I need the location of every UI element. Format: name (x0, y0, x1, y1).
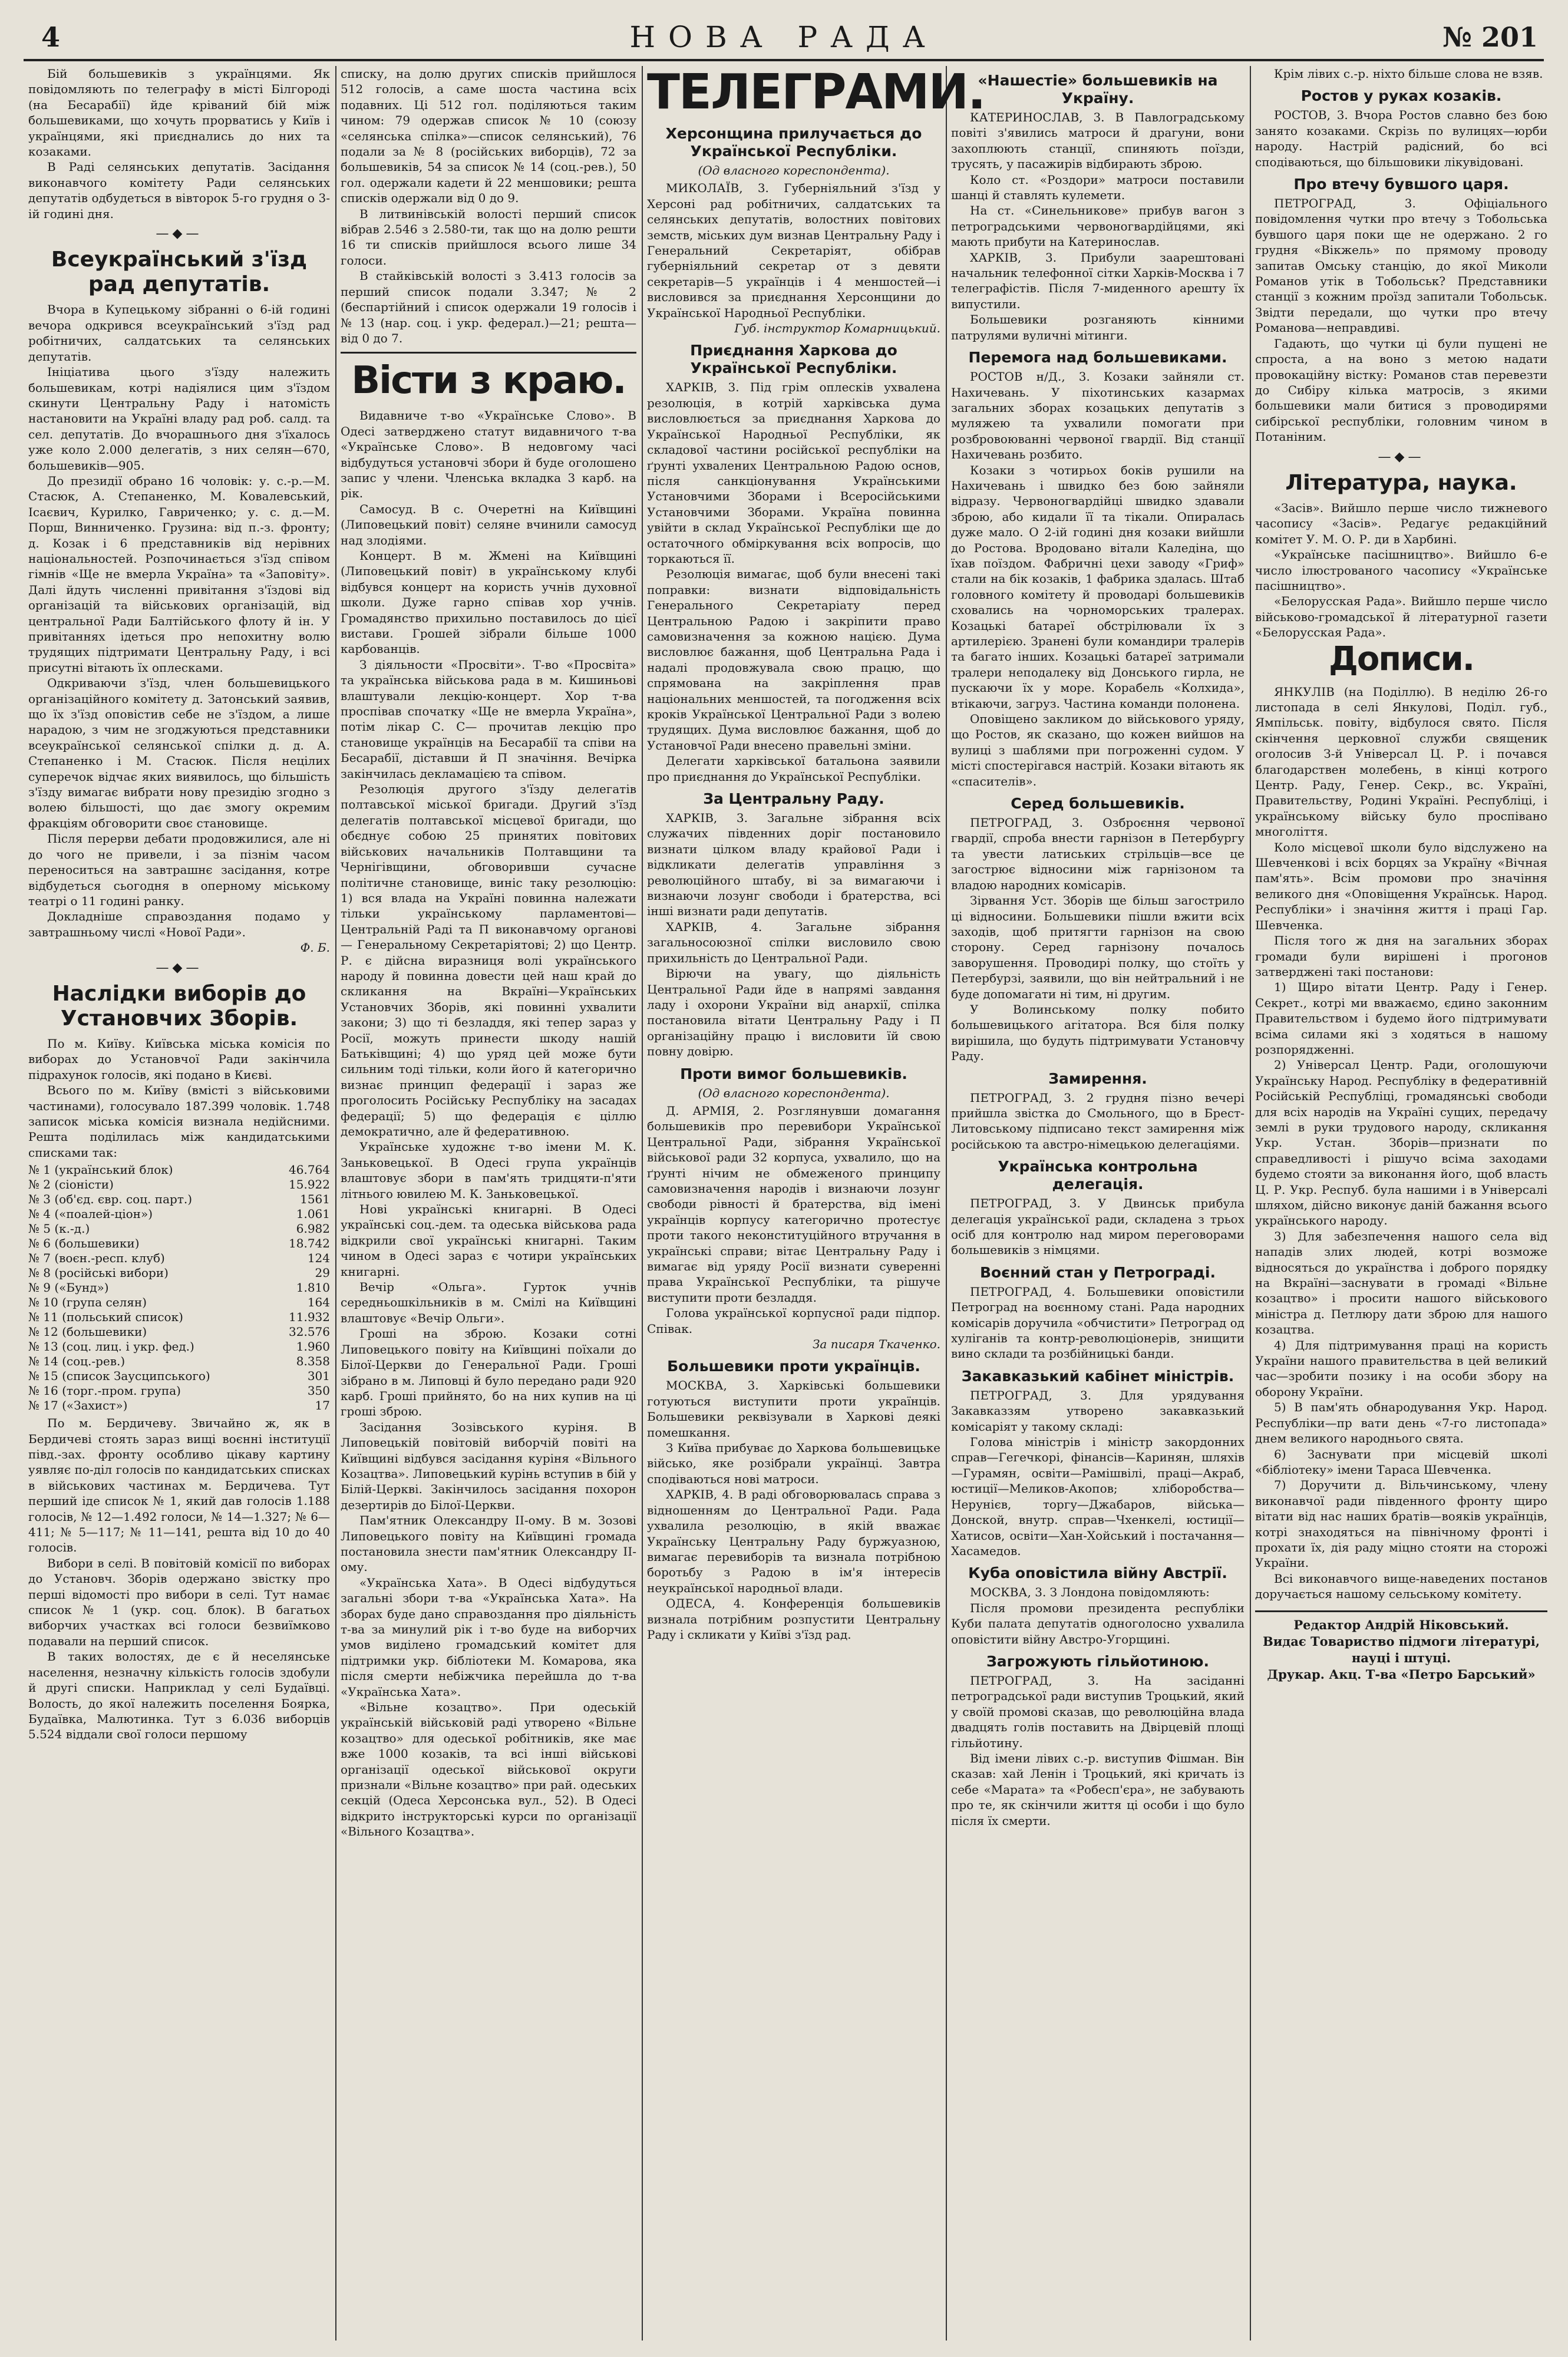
article-paragraph: КАТЕРИНОСЛАВ, 3. В Павлоградському повіті з'явились матроси й драгуни, вони захоплюють станції, спиняють поїзди, трусять, у пасажирів відбирають зброю. (951, 110, 1245, 171)
news-item: «Засів». Вийшло перше число тижневого часопису «Засів». Редагує редакційний комітет У. М. О. Р. ди в Харбині. (1255, 500, 1547, 546)
table-row: № 2 (сіоністи) 15.922 (28, 1177, 330, 1192)
article-title: Наслідки виборів до Установчих Зборів. (52, 981, 306, 1031)
article-paragraph: Всього по м. Київу (вмісті з військовими частинами), голосувало 187.399 чоловік. 1.748 записок міська комісія визнала недійсними. Решта поділилась між кандидатськими списками так: (28, 1083, 330, 1160)
article-paragraph: ОДЕСА, 4. Конференція большевиків визнала потрібним розпустити Центральну Раду і скликати у Київі з'їзд рад. (647, 1596, 940, 1642)
column-rule (335, 66, 336, 2341)
news-item: Пам'ятник Олександру II-ому. В м. Зозові Липовецького повіту на Київщині громада постановила знести пам'ятник Олександру II-ому. (341, 1513, 636, 1574)
news-item: Резолюція другого з'їзду делегатів полтавської міської бригади. Другий з'їзд делегатів полтавської місцевої бригади, що обєднує собою 25 принятих повітових військових начальників Полтавщини та Чернігівщини, обговоривши сучасне політичне становище, виніс таку резолюцію: 1) вся влада на Україні повинна належати тільки українському парламентові—Центральній Раді та П виконавчому органові — Генеральному Секретаріятові; 2) що Центр. Р. є дійсна виразниця волі українського народу й повинна довести цей наш край до скликання на Вкраїні—Українських Установчих Зборів, які повинні ухвалити закони; 3) що ті безладдя, які тепер зараз у Росії, можуть принести шкоду нашій Батьківщині; 4) що уряд цей може бути сильним тоді тільки, коли його й категорично визнає принцип федерації і зараз же проголосить Російську Республіку на засадах федерації; 5) що федерація є ціллю демократично, але й федеративною. (341, 782, 636, 1138)
news-item: Вечір «Ольга». Гурток учнів середньошкільників в м. Смілі на Київщині влаштовує «Вечір Ольги». (341, 1280, 636, 1325)
section-divider (341, 352, 636, 354)
article-signature: За писаря Ткаченко. (812, 1337, 940, 1352)
page-number: 4 (41, 21, 61, 53)
article-paragraph: Ініціатива цього з'їзду належить большевикам, котрі надіялися цим з'їздом скинути Центральну Раду і натомість настановити на Україні владу рад роб. салд. та сел. депутатів. До вчорашнього дня з'їхалось уже коло 2.000 делегатів, з них селян—670, большевиків—905. (28, 365, 330, 473)
article-paragraph: ПЕТРОГРАД, 4. Большевики оповістили Петроград на воєнному стані. Рада народних комісарів доручила «обчистити» Петроград од хуліганів та контр-революціонерів, знищити вино склади та розбійницькі банди. (951, 1284, 1245, 1361)
table-row: № 12 (большевики) 32.576 (28, 1325, 330, 1339)
article-subtitle: (Од власного кореспондента). (698, 163, 890, 177)
article-paragraph: ПЕТРОГРАД, 3. На засіданні петроградської ради виступив Троцький, який у своїй промові сказав, що революційна влада двадцять голів поставить на Двірцевій площі гільйотину. (951, 1673, 1245, 1750)
article-subtitle: (Од власного кореспондента). (698, 1085, 890, 1100)
newspaper-title: НОВА РАДА (629, 20, 938, 54)
article-paragraph: Одкриваючи з'їзд, член большевицького організаційного комітету д. Затонський заявив, що їх з'їзд оповістив себе не з'їздом, а лише нарадою, з чим не згоджуються представники всеукраїнської селянської спілки д. д. А. Степаненко і М. Стасюк. Після нецілих суперечок відчає яких виявилось, що більшість з'їзду вимагає вибрати нову президію згодно з волею більшості, що дає змогу окремим фракціям обговорити своє становище. (28, 676, 330, 830)
article-paragraph: Після промови президента республіки Куби палата депутатів одноголосно ухвалила оповістити війну Австро-Угорщині. (951, 1600, 1245, 1646)
article-paragraph: В литвинівській волості перший список вібрав 2.546 з 2.580-ти, так що на долю решти 16 ти списків прийшлося всього лише 34 голоси. (341, 206, 636, 268)
article-paragraph: 2) Універсал Центр. Ради, оголошуючи Українську Народ. Республіку в федеративній Російській Республіці, громадянські свободи для всіх народів на Україні сущих, передачу землі в руки трудового народу, скликання Укр. Устан. Зборів—признати по справедливості і рішучо всіма заходами будемо стояти за виконання його, щоб власть Ц. Р. Укр. Респуб. була нашими і в Універсалі шляхом, дійсно виконує даній бажання всього українського народу. (1255, 1058, 1547, 1228)
article-title: Всеукраїнський з'їзд рад депутатів. (51, 247, 308, 297)
article-title: Серед большевиків. (1011, 795, 1185, 813)
article-paragraph: 6) Заснувати при місцевій школі «бібліотеку» імени Тараса Шевченка. (1255, 1447, 1547, 1477)
article-signature: Губ. інструктор Комарницький. (734, 321, 940, 336)
ornament-divider: —◆— (156, 226, 203, 242)
news-item: «Українська Хата». В Одесі відбудуться загальні збори т-ва «Українська Хата». На зборах буде дано справоздання про діяльність т-ва за минулий рік і т-во буде на виборчих умов виділено громадський комітет для підтримки укр. бібліотеки М. Комарова, яка після смерти небіжчика перейшла до т-ва «Українська Хата». (341, 1575, 636, 1699)
article-title: За Центральну Раду. (703, 790, 884, 808)
article-paragraph: ЯНКУЛІВ (на Поділлю). В неділю 26-го листопада в селі Янкулові, Поділ. губ., Ямпільськ. повіту, відбулося свято. Після скінчення церковної служби священик оголосив З-й Універсал Ц. Р. і почався благодарствен молебень, в кінці котрого Центр. Раду, Генер. Секр., вс. Україні, Правительству, Родині Україні. Республіці, і українському війську було проспівано многоліття. (1255, 684, 1547, 839)
article-paragraph: Гадають, що чутки ці були пущені не спроста, а на воно з метою надати провокаційну вістку: Романов став перевезти до Сибіру кілька матросів, з якими большевики мали битися з проводирями сибірської республіки, головним чином в Потаніним. (1255, 336, 1547, 444)
article-title: Закавказький кабінет міністрів. (961, 1367, 1234, 1385)
article-paragraph: На ст. «Синельникове» прибув вагон з петроградськими червоногвардійцями, які мають прибути на Катеринослав. (951, 203, 1245, 249)
section-title: Вісти з краю. (351, 359, 626, 403)
article-paragraph: Делегати харківської батальона заявили про приєднання до Української Республіки. (647, 754, 940, 784)
article-paragraph: Після перерви дебати продовжилися, але ні до чого не привели, і за пізнім часом переноситься на завтрашнє засідання, котре відбудеться сьогодня в оперному міському театрі о 11 годині ранку. (28, 831, 330, 908)
table-row: № 14 (соц.-рев.) 8.358 (28, 1354, 330, 1369)
news-item: Бій большевиків з українцями. Як повідомляють по телеграфу в місті Білгороді (на Бесарабії) йде кріваний бій між большевиками, що хочуть прорватись у Київ і українцями, які приєднались до них та козаками. (28, 67, 330, 159)
table-row: № 9 («Бунд») 1.810 (28, 1280, 330, 1295)
column-2 (341, 66, 636, 2346)
section-title: Дописи. (1329, 639, 1474, 678)
article-paragraph: Від імени лівих с.-р. виступив Фішман. Він сказав: хай Ленін і Троцький, які кричать із себе «Марата» та «Робесп'єра», не забувають про те, як скінчили життя ці особи і що було після їх смерти. (951, 1751, 1245, 1828)
article-title: Приєднання Харкова до Української Республіки. (690, 342, 897, 377)
article-paragraph: З Київа прибуває до Харкова большевицьке військо, яке розібрали українці. Завтра сподіваються нові матроси. (647, 1441, 940, 1486)
editor-line: Редактор Андрій Ніковський. (1293, 1617, 1509, 1632)
column-rule (1250, 66, 1251, 2341)
table-row: № 4 («поалей-ціон») 1.061 (28, 1207, 330, 1222)
article-paragraph: Голова міністрів і міністр закордонних справ—Гегечкорі, фінансів—Каринян, шляхів—Гурамян, освіти—Рамішвілі, праці—Акраб, юстиції—Меликов-Акопов; хліборобства—Нерунієв, торгу—Джабаров, війська—Донской, внутр. справ—Чхенкелі, юстиції—Хатисов, освіти—Хан-Хойський і постачання—Хасамедов. (951, 1435, 1245, 1558)
article-paragraph: По м. Бердичеву. Звичайно ж, як в Бердичеві стоять зараз вищі воєнні інституції півд.-зах. фронту особливо цікаву картину уявляє по-діл голосів по кандидатських списках в військових частинах м. Бердичева. Тут перший іде список № 1, який дав голосів 1.188 голосів, № 12—1.492 голоси, № 14—1.327; № 6—411; № 5—117; № 11—141, решта від 10 до 40 голосів. (28, 1416, 330, 1555)
article-title: Воєнний стан у Петрограді. (979, 1263, 1216, 1281)
article-paragraph: ХАРКІВ, 4. В раді обговорювалась справа з відношенням до Центральної Ради. Рада ухвалила резолюцію, в якій вважає Українську Центральну Раду буржуазною, вимагає перевиборів та визнала потрібною боротьбу з Радою в ім'я інтересів неукраїнської народньої влади. (647, 1487, 940, 1595)
column-rule (642, 66, 643, 2341)
article-paragraph: 5) В пам'ять обнародування Укр. Народ. Республіки—пр вати день «7-го листопада» днем великого народнього свята. (1255, 1400, 1547, 1446)
article-title: Українська контрольна делегація. (998, 1158, 1198, 1193)
article-paragraph: Крім лівих с.-р. ніхто більше слова не взяв. (1274, 67, 1543, 81)
table-row: № 5 (к.-д.) 6.982 (28, 1222, 330, 1236)
news-item: Концерт. В м. Жмені на Київщині (Липовецький повіт) в українському клубі відбувся концерт на користь учнів духовної школи. Дуже гарно співав хор учнів. Громадянство прихильно поставилось до цієї вистави. Грошей зібрали більше 1000 карбованців. (341, 548, 636, 656)
article-title: Про втечу бувшого царя. (1293, 176, 1509, 193)
column-4 (951, 66, 1245, 2346)
news-item: «Українське пасішництво». Вийшло 6-е число ілюстрованого часопису «Українське пасішництво». (1255, 547, 1547, 593)
publisher-line: Видає Товариство підмоги літературі, науці і штуці. (1262, 1633, 1540, 1665)
article-paragraph: Коло ст. «Роздори» матроси поставили шанці й ставлять кулемети. (951, 172, 1245, 203)
article-paragraph: Вибори в селі. В повітовій комісії по виборах до Установч. Зборів одержано звістку про перші відомості про вибори в селі. Тут намає список № 1 (укр. соц. блок). В багатьох виборчих участках всі голоси безвиїмково подавали на перший список. (28, 1556, 330, 1648)
article-paragraph: ПЕТРОГРАД, 3. 2 грудня пізно вечері прийшла звістка до Смольного, що в Брест-Литовському підписано текст замирення між російською та австро-німецькою делегаціями. (951, 1090, 1245, 1151)
article-paragraph: По м. Київу. Київська міська комісія по виборах до Установчої Ради закінчила підрахунок голосів, які подано в Києві. (28, 1036, 330, 1082)
article-paragraph: ПЕТРОГРАД, 3. Офіціального повідомлення чутки про втечу з Тобольська бувшого царя поки ще не одержано. 2 го грудня «Вікжель» по прямому проводу запитав Омську станцію, до якої Миколи Романов утік в Тобольськ? Представники станції з кожним проїзд запитали Тобольськ. Звідти передали, що чутки про втечу Романова—неправдиві. (1255, 196, 1547, 335)
article-paragraph: Большевики розганяють кінними патрулями вуличні мітинги. (951, 312, 1245, 342)
table-row: № 13 (соц. лиц. і укр. фед.) 1.960 (28, 1339, 330, 1354)
table-row: № 1 (український блок) 46.764 (28, 1163, 330, 1177)
column-rule (946, 66, 947, 2341)
table-row: № 15 (список Заусципського) 301 (28, 1369, 330, 1384)
article-paragraph: списку, на долю других списків прийшлося 512 голосів, а саме шоста частина всіх подавних. Ці 512 гол. поділяються таким чином: 79 одержав список № 10 (союзу «селянська спілка»—список селянський), 76 подали за № 8 (російських виборців), 72 за большевиків, 54 за список № 14 (соц.-рев.), 50 гол. одержали кадети й 22 меншовики; решта списків одержали від 0 до 9. (341, 67, 636, 206)
article-title: Перемога над большевиками. (968, 349, 1227, 367)
article-paragraph: В стайківській волості з 3.413 голосів за перший список подали 3.347; № 2 (беспартійний і список одержали 19 голосів і № 13 (нар. соц. і укр. федерал.)—21; решта—від 0 до 7. (341, 269, 636, 345)
article-paragraph: РОСТОВ н/Д., 3. Козаки зайняли ст. Нахичевань. У піхотинських казармах загальних зборах козацьких депутатів з муляжею та ухвалили помогати при розбровоюванні червоної гвардії. Від станції Нахичевань розбито. (951, 369, 1245, 462)
article-paragraph: ПЕТРОГРАД, 3. Для урядування Закавказзям утворено закавказький комісаріят у такому складі: (951, 1388, 1245, 1434)
article-paragraph: 3) Для забезпечення нашого села від нападів злих людей, котрі возможе відносяться до українства і доброго порядку на Вкраїні—заснувати в громаді «Вільне козацтво» і просити нашого військового міністра д. Петлюру дати зброю для нашого козацтва. (1255, 1229, 1547, 1337)
article-title: Куба оповістила війну Австрії. (968, 1564, 1227, 1582)
article-signature: Ф. Б. (300, 940, 330, 955)
article-title: Замирення. (1048, 1069, 1147, 1087)
article-paragraph: 4) Для підтримування праці на користь України нашого правительства в цей великий час—зробити позику і на особи збору на оборону України. (1255, 1338, 1547, 1399)
news-item: «Вільне козацтво». При одеській українській військовій раді утворено «Вільне козацтво» для одеської робітників, яке має вже 1000 козаків, та всі інші військові організації одеської військової округи признали «Вільне козацтво» при рай. одеських секцій (Одеса Херсонська вул., 52). В Одесі відкрито інструкторські курси по організації «Вільного Козацтва». (341, 1700, 636, 1839)
article-paragraph: Голова української корпусної ради підпор. Співак. (647, 1306, 940, 1336)
election-results-table (28, 1163, 330, 1413)
ornament-divider: —◆— (156, 960, 203, 975)
article-title: Загрожують гільйотиною. (986, 1652, 1209, 1670)
article-title: «Нашестіе» большевиків на Україну. (978, 72, 1218, 107)
article-title: Ростов у руках козаків. (1300, 87, 1502, 105)
table-row: № 6 (большевики) 18.742 (28, 1236, 330, 1251)
article-paragraph: ПЕТРОГРАД, 3. У Двинськ прибула делегація української ради, складена з трьох осіб для контролю над миром переговорами большевиків з німцями. (951, 1196, 1245, 1257)
table-row: № 8 (російські вибори) 29 (28, 1266, 330, 1280)
article-paragraph: Зірвання Уст. Зборів ще більш загострило ці відносини. Большевики пішли вжити всіх заходів, щоб притягти гарнізон на свою сторону. Серед гарнізону почалось заворушення. Проводирі полку, що стоїть у Петербурзі, заявили, що він нейтральний і не буде допомагати ні тим, ні другим. (951, 893, 1245, 1001)
article-paragraph: Докладніше справоздання подамо у завтрашньому числі «Нової Ради». (28, 909, 330, 939)
table-row: № 3 (об'єд. євр. соц. парт.) 1561 (28, 1192, 330, 1207)
news-item: Видавниче т-во «Українське Слово». В Одесі затверджено статут видавничого т-ва «Українське Слово». В недовгому часі відбудуться установчі збори й буде оголошено запис у члени. Членська вкладка 3 карб. на рік. (341, 408, 636, 501)
article-paragraph: 7) Доручити д. Вільчинському, члену виконавчої ради південного фронту щиро вітати від нас наших братів—вояків українців, котрі знаходяться на північному фронті і прохати їх, дія раду міцно стояти на сторожі України. (1255, 1478, 1547, 1570)
column-3 (647, 64, 985, 2346)
table-row: № 10 (група селян) 164 (28, 1295, 330, 1310)
news-item: «Белорусская Рада». Вийшло перше число військово-громадської й літературної газети «Белорусская Рада». (1255, 594, 1547, 640)
imprint (1255, 1610, 1547, 1683)
article-paragraph: Вірючи на увагу, що діяльність Центральної Ради йде в напрямі завдання ладу і охорони України від анархії, спілка постановила вітати Центральну Раду і П організаційну працю і висловити їй свою повну довірю. (647, 966, 940, 1059)
article-title: Проти вимог большевиків. (680, 1065, 907, 1082)
section-title: Література, наука. (1285, 470, 1517, 495)
article-paragraph: Вчора в Купецькому зібранні о 6-ій годині вечора одкрився всеукраїнський з'їзд рад робітничих, салдатських та селянських депутатів. (28, 302, 330, 364)
article-paragraph: ПЕТРОГРАД, 3. Озброєння червоної гвардії, спроба внести гарнізон в Петербургу та увести латиських стрільців—все це загострює відносини між гарнізоном та владою народних комісарів. (951, 816, 1245, 892)
table-row: № 16 (торг.-пром. група) 350 (28, 1384, 330, 1398)
news-item: Гроші на зброю. Козаки сотні Липовецького повіту на Київщині поїхали до Білої-Церкви до Генеральної Ради. Гроші зібрано в м. Липовці й було передано ради 920 карб. Гроші прийнято, бо на них купив на ці гроші зброю. (341, 1326, 636, 1419)
article-paragraph: В таких волостях, де є й неселянське населення, незначну кількість голосів здобули й другі списки. Наприклад у селі Будаївці. Волость, до якої належить поселення Боярка, Будаївка, Малютинка. Тут з 6.036 виборців 5.524 віддали свої голоси першому (28, 1649, 330, 1742)
article-paragraph: Після того ж дня на загальних зборах громади були вирішені і прогонов затверджені такі постанови: (1255, 933, 1547, 979)
article-paragraph: РОСТОВ, 3. Вчора Ростов славно без бою занято козаками. Скрізь по вулицях—юрби народу. Настрій радісний, бо всі сподіваються, що більшовики лікувідовані. (1255, 108, 1547, 169)
article-paragraph: Оповіщено закликом до військового уряду, що Ростов, як сказано, що кожен вийшов на вулиці з шаблями при погроженні судом. У місті спостерігався настрій. Козаки вітають як «спасителів». (951, 712, 1245, 788)
article-paragraph: Д. АРМІЯ, 2. Розглянувши домагання большевиків про перевибори Української Центральної Ради, зібрання Української військової ради 32 корпуса, ухвалило, що на ґрунті нічим не обмеженого принципу самовизначення народів і визнаючи лозунг свободи рівності й братерства, від імені українців корпусу категорично протестує проти такого неконституційного втручання в українські справи; вітає Центральну Раду і вимагає від уряду Росії визнати суверенні права Української Республіки, та рішуче виступити проти безладдя. (647, 1103, 940, 1305)
news-item: Українське художнє т-во імени М. К. Заньковецької. В Одесі група українців влаштовує збори в пам'ять тридцяти-п'яти літнього ювилею М. К. Заньковецької. (341, 1140, 636, 1201)
article-paragraph: ХАРКІВ, 3. Прибули заарештовані начальник телефонної сітки Харків-Москва і 7 телеграфістів. Після 7-миденного арешту їх випустили. (951, 250, 1245, 311)
column-5 (1255, 66, 1547, 2346)
ornament-divider: —◆— (1378, 449, 1425, 464)
table-row: № 7 (воєн.-респ. клуб) 124 (28, 1251, 330, 1266)
article-paragraph: ХАРКІВ, 3. Під грім оплесків ухвалена резолюція, в котрій харківська дума висловлюється за приєднання Харкова до Української Народньої Республіки, як складової частини російської республіки на ґрунті ухвалених Центральною Радою основ, після санкціонування Українськими Установчими Зборами і Всеросійськими Установчими Зборами. Україна повинна увійти в склад Української Республіки ще до остаточного обміркування всіх вопросів, що торкаються її. (647, 380, 940, 566)
news-item: Нові українські книгарні. В Одесі українські соц.-дем. та одеська військова рада відкрили свої українські книгарні. Таким чином в Одесі зараз є чотири українських книгарні. (341, 1202, 636, 1279)
masthead (24, 18, 1544, 61)
article-paragraph: ХАРКІВ, 3. Загальне зібрання всіх служачих південних доріг постановило визнати цілком владу крайової Ради і відкликати делегатів управління з революційного штабу, ві за вимагаючи і визнаючи лозунг свободи і братерства, всі інші визнати ради депутатів. (647, 811, 940, 919)
article-paragraph: МОСКВА, 3. Харківські большевики готуються виступити проти українців. Большевики реквізували в Харкові деякі помешкання. (647, 1378, 940, 1440)
column-1 (28, 66, 330, 2346)
table-row: № 17 («Захист») 17 (28, 1398, 330, 1413)
article-paragraph: МИКОЛАЇВ, 3. Губерніяльний з'їзд у Херсоні рад робітничих, салдатських та селянських депутатів, волостних повітових земств, міських дум визнав Центральну Раду і Генеральний Секретаріят, обібрав губерніяльний секретар от з девяти секретарів—5 українців і 4 меншостей—і висловився за приєднання Херсонщини до Української Народньої Республіки. (647, 181, 940, 320)
article-paragraph: Резолюція вимагає, щоб були внесені такі поправки: визнати відповідальність Генерального Секретаріату перед Центральною Радою і закріпити право самовизначення за кожною нацією. Дума висловлює бажання, щоб Центральна Рада і надалі продовжувала свою працю, що спрямована на закріплення прав національних меншостей, та погодження всіх кроків Української Центральної Ради з волею трудящих. Дума висловлює бажання, щоб до Установчої Ради внесено правельні зміни. (647, 567, 940, 752)
table-row: № 11 (польський список) 11.932 (28, 1310, 330, 1325)
article-paragraph: У Волинському полку побито большевицького агітатора. Вся біля полку вирішила, що будуть підтримувати Установчу Раду. (951, 1002, 1245, 1064)
news-item: Засідання Зозівського куріня. В Липовецькій повітовій виборчій повіті на Київщині відбувся засідання куріня «Вільного Козацтва». Липовецький курінь вступив в бій у Білій-Церкві. Закінчилось засідання похорон дезертирів до Білої-Церкви. (341, 1420, 636, 1512)
article-paragraph: МОСКВА, 3. З Лондона повідомляють: (970, 1585, 1210, 1600)
printer-line: Друкар. Акц. Т-ва «Петро Барський» (1267, 1666, 1536, 1682)
news-item: З діяльности «Просвіти». Т-во «Просвіта» та українська військова рада в м. Кишиньові влаштували лекцію-концерт. Хор т-ва проспівав спочатку «Ще не вмерла Україна», потім лікар С. С— прочитав лекцію про становище українців на Бесарабії та співи на Бесарабії, діставши й П значіння. Вечірка закінчилась декламацією та співом. (341, 657, 636, 781)
article-paragraph: 1) Щиро вітати Центр. Раду і Генер. Секрет., котрі ми вважаємо, єдино законним Правительством і будемо його підтримувати всіма силами які з ходяться в нашому розпорядженні. (1255, 980, 1547, 1057)
issue-number: № 201 (1442, 21, 1538, 53)
article-paragraph: До президії обрано 16 чоловік: у. с.-р.—М. Стасюк, А. Степаненко, М. Ковалевський, Ісаєвич, Курилко, Гавриченко; у. с. д.—М. Порш, Винниченко. Грузина: від п.-з. фронту; д. Козак і 6 представників від нерівних національностей. Розпочинається з'їзд співом гімнів «Ще не вмерла Україна» та «Заповіту». Далі йдуть численні привітання з'їздові від організацій та військових організацій, від центральної Ради Балтійського флоту й ін. У привітаннях ідеться про непохитну волю трудящих підтримати Центральну Раду, і всі присутні вітають їх оплесками. (28, 473, 330, 675)
article-paragraph: Коло місцевої школи було відслужено на Шевченкові і всіх борцях за Україну «Вічная пам'ять». Всім промови про значіння великого дня «Оповіщення Українськ. Народ. Республіки» і значіння життя і праці Гар. Шевченка. (1255, 840, 1547, 932)
news-item: Самосуд. В с. Очеретні на Київщині (Липовецький повіт) селяне вчинили самосуд над злодіями. (341, 501, 636, 547)
section-title: ТЕЛЕГРАМИ. (647, 64, 985, 120)
article-paragraph: Козаки з чотирьох боків рушили на Нахичевань і швидко без бою зайняли відразу. Червоногвардійці швидко здавали зброю, або кидали її та тікали. Опиралась дуже мало. О 2-ій годині дня козаки вийшли до Ростова. Вродовано вітали Каледіна, що їхав поїздом. Фабричні цехи заводу «Гриф» стали на бік козаків, 1 фабрика здалась. Штаб головного комітету й проводарі большевиків сховались на чорноморських тралерах. Козацькі батареї обстрілювали їх з артилерією. Зранені були командири тралерів та багато інших. Козацькі батареї затримали тралери неподалеку від Донського гирла, не пускаючи їх у море. Корабель «Колхида», втікаючи, загруз. Частина команди полонена. (951, 463, 1245, 711)
article-paragraph: ХАРКІВ, 4. Загальне зібрання загальносоюзної спілки висловило свою прихильність до Центральної Ради. (647, 919, 940, 965)
article-title: Большевики проти українців. (667, 1358, 920, 1375)
article-paragraph: Всі виконавчого вище-наведених постанов доручається нашому сельському комітету. (1255, 1571, 1547, 1602)
news-item: В Раді селянських депутатів. Засідання виконавчого комітету Ради селянських депутатів одбудеться в вівторок 5-го грудня о 3-ій годині дня. (28, 160, 330, 221)
article-title: Херсонщина прилучається до Української Республіки. (665, 125, 922, 160)
